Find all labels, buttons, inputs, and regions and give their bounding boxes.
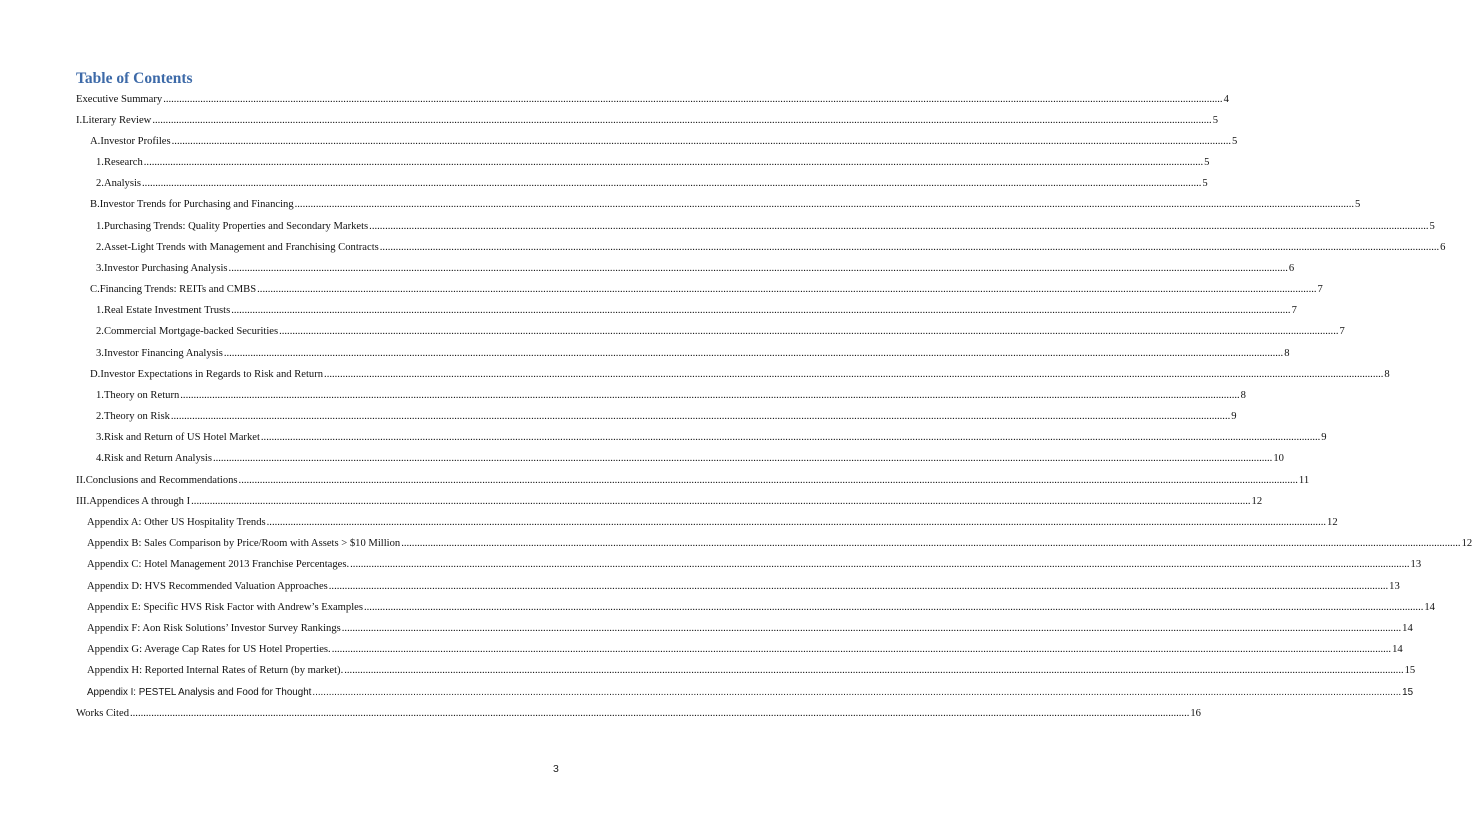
toc-entry-page: 5 [1355, 199, 1361, 210]
toc-dot-leader: ................................................................................................................................................................................................................................................................................................................................................................................................................ [350, 559, 1410, 570]
toc-entry[interactable] [76, 474, 1310, 488]
toc-entry-number: 2. [96, 411, 104, 422]
toc-entry-page: 4 [1223, 94, 1229, 105]
toc-dot-leader: ................................................................................................................................................................................................................................................................................................................................................................................................................ [324, 369, 1384, 380]
toc-entry-label: Risk and Return Analysis [103, 453, 212, 464]
toc-entry[interactable] [96, 410, 1237, 424]
toc-entry-number: A. [90, 136, 101, 147]
toc-entry[interactable] [76, 707, 1201, 721]
toc-entry-label: Executive Summary [76, 94, 163, 105]
toc-entry-label: Analysis [103, 178, 142, 189]
toc-entry-number: 1. [96, 305, 104, 316]
toc-entry-number: 3. [96, 263, 104, 274]
toc-entry-page: 5 [1232, 136, 1238, 147]
toc-entry-page: 5 [1429, 221, 1435, 232]
toc-entry-label: Risk and Return of US Hotel Market [103, 432, 260, 443]
toc-dot-leader: ................................................................................................................................................................................................................................................................................................................................................................................................................ [344, 665, 1404, 676]
toc-entry-page: 14 [1402, 623, 1413, 634]
toc-entry-label: Investor Financing Analysis [103, 348, 223, 359]
toc-entry[interactable] [96, 241, 1446, 255]
toc-entry-page: 14 [1424, 602, 1435, 613]
toc-dot-leader: ................................................................................................................................................................................................................................................................................................................................................................................................................ [238, 475, 1298, 486]
toc-entry-page: 12 [1251, 496, 1263, 507]
toc-entry-number: 2. [96, 178, 104, 189]
toc-entry[interactable] [87, 664, 1416, 678]
toc-dot-leader: ................................................................................................................................................................................................................................................................................................................................................................................................................ [130, 708, 1190, 719]
toc-entry-label: Appendices A through I [89, 496, 191, 507]
toc-entry-page: 5 [1212, 115, 1218, 126]
toc-entry[interactable] [96, 452, 1284, 466]
toc-entry-number: 1. [96, 221, 104, 232]
toc-entry[interactable] [96, 389, 1246, 403]
toc-entry-page: 12 [1327, 517, 1338, 528]
toc-entry-number: 3. [96, 432, 104, 443]
toc-entry-number: D. [90, 369, 101, 380]
toc-entry-page: 8 [1284, 348, 1290, 359]
toc-dot-leader: ................................................................................................................................................................................................................................................................................................................................................................................................................ [257, 284, 1317, 295]
toc-entry-number: 3. [96, 348, 104, 359]
toc-entry-label: Conclusions and Recommendations [85, 475, 238, 486]
toc-entry-label: Theory on Risk [103, 411, 170, 422]
toc-entry[interactable] [87, 580, 1400, 594]
toc-entry-page: 7 [1339, 326, 1345, 337]
toc-entry-number: B. [90, 199, 100, 210]
toc-dot-leader: ................................................................................................................................................................................................................................................................................................................................................................................................................ [163, 94, 1223, 105]
toc-entry-label: Purchasing Trends: Quality Properties and Secondary Markets [103, 221, 369, 232]
toc-entry[interactable] [96, 220, 1435, 234]
toc-entry[interactable] [87, 601, 1435, 615]
toc-entry[interactable] [87, 558, 1422, 572]
toc-entry[interactable] [96, 177, 1208, 191]
toc-entry-page: 6 [1440, 242, 1446, 253]
toc-entry-page: 8 [1384, 369, 1390, 380]
toc-dot-leader: ................................................................................................................................................................................................................................................................................................................................................................................................................ [143, 157, 1204, 168]
toc-entry-page: 11 [1298, 475, 1310, 486]
toc-entry-number: 1. [96, 390, 104, 401]
toc-entry-label: Real Estate Investment Trusts [103, 305, 231, 316]
toc-entry-label: Appendix B: Sales Comparison by Price/Room with Assets > $10 Million [87, 538, 401, 549]
toc-entry-page: 6 [1288, 263, 1295, 274]
toc-entry-label: Appendix G: Average Cap Rates for US Hotel Properties. [87, 644, 331, 655]
toc-entry-page: 5 [1202, 178, 1208, 189]
toc-dot-leader: ................................................................................................................................................................................................................................................................................................................................................................................................................ [401, 538, 1461, 549]
toc-entry[interactable] [96, 262, 1295, 276]
toc-entry-page: 12 [1461, 538, 1472, 549]
toc-dot-leader: ................................................................................................................................................................................................................................................................................................................................................................................................................ [279, 326, 1339, 337]
toc-entry[interactable] [90, 283, 1323, 297]
toc-dot-leader: ................................................................................................................................................................................................................................................................................................................................................................................................................ [223, 348, 1284, 359]
toc-dot-leader: ................................................................................................................................................................................................................................................................................................................................................................................................................ [180, 390, 1240, 401]
toc-dot-leader: ................................................................................................................................................................................................................................................................................................................................................................................................................ [231, 305, 1291, 316]
toc-entry-label: Investor Trends for Purchasing and Financing [99, 199, 294, 210]
page-number: 3 [553, 763, 559, 775]
toc-entry-label: Financing Trends: REITs and CMBS [99, 284, 257, 295]
toc-dot-leader: ................................................................................................................................................................................................................................................................................................................................................................................................................ [341, 623, 1402, 634]
toc-dot-leader: ................................................................................................................................................................................................................................................................................................................................................................................................................ [312, 687, 1402, 698]
toc-entry-number: C. [90, 284, 100, 295]
toc-dot-leader: ................................................................................................................................................................................................................................................................................................................................................................................................................ [228, 263, 1288, 274]
toc-entry-number: 1. [96, 157, 104, 168]
toc-dot-leader: ................................................................................................................................................................................................................................................................................................................................................................................................................ [364, 602, 1424, 613]
toc-entry-page: 14 [1392, 644, 1403, 655]
toc-entry-page: 10 [1273, 453, 1284, 464]
toc-dot-leader: ................................................................................................................................................................................................................................................................................................................................................................................................................ [152, 115, 1212, 126]
toc-entry-page: 15 [1404, 665, 1416, 676]
toc-entry-label: Literary Review [82, 115, 152, 126]
toc-entry-label: Investor Purchasing Analysis [103, 263, 228, 274]
toc-entry[interactable] [96, 304, 1297, 318]
toc-entry-label: Investor Profiles [100, 136, 171, 147]
toc-entry[interactable] [87, 516, 1338, 530]
toc-dot-leader: ................................................................................................................................................................................................................................................................................................................................................................................................................ [171, 136, 1232, 147]
toc-dot-leader: ................................................................................................................................................................................................................................................................................................................................................................................................................ [191, 496, 1251, 507]
toc-entry-page: 8 [1240, 390, 1246, 401]
toc-entry-number: 2. [96, 326, 104, 337]
toc-entry[interactable] [96, 347, 1290, 361]
toc-entry-label: Theory on Return [103, 390, 180, 401]
toc-entry[interactable] [90, 198, 1361, 212]
toc-dot-leader: ................................................................................................................................................................................................................................................................................................................................................................................................................ [266, 517, 1327, 528]
toc-entry-page: 7 [1317, 284, 1323, 295]
toc-entry-label: Works Cited [76, 708, 129, 719]
toc-entry-page: 15 [1402, 687, 1414, 698]
toc-entry-page: 16 [1190, 708, 1201, 719]
toc-entry-number: II. [76, 475, 86, 486]
toc-entry-page: 13 [1389, 581, 1400, 592]
toc-entry-page: 9 [1231, 411, 1237, 422]
toc-entry-label: Commercial Mortgage-backed Securities [103, 326, 279, 337]
toc-entry-label: Appendix E: Specific HVS Risk Factor with Andrew’s Examples [87, 602, 363, 613]
toc-dot-leader: ................................................................................................................................................................................................................................................................................................................................................................................................................ [260, 432, 1321, 443]
toc-entry-page: 7 [1291, 305, 1297, 316]
toc-entry[interactable] [87, 686, 1414, 700]
toc-entry[interactable] [87, 643, 1403, 657]
toc-entry-number: 4. [96, 453, 104, 464]
toc-dot-leader: ................................................................................................................................................................................................................................................................................................................................................................................................................ [328, 581, 1389, 592]
toc-dot-leader: ................................................................................................................................................................................................................................................................................................................................................................................................................ [331, 644, 1392, 655]
toc-entry-label: Appendix A: Other US Hospitality Trends [87, 517, 266, 528]
toc-entry[interactable] [90, 368, 1390, 382]
toc-dot-leader: ................................................................................................................................................................................................................................................................................................................................................................................................................ [170, 411, 1231, 422]
toc-entry[interactable] [76, 93, 1229, 107]
toc-entry[interactable] [76, 495, 1263, 509]
toc-entry-label: Asset-Light Trends with Management and Franchising Contracts [103, 242, 379, 253]
toc-entry[interactable] [87, 622, 1413, 636]
toc-entry[interactable] [76, 114, 1218, 128]
toc-entry-label: Appendix H: Reported Internal Rates of Return (by market). [87, 665, 344, 676]
toc-entry-label: Investor Expectations in Regards to Risk and Return [100, 369, 324, 380]
toc-entry[interactable] [96, 156, 1210, 170]
toc-entry-number: 2. [96, 242, 104, 253]
toc-entry-number: III. [76, 496, 90, 507]
toc-dot-leader: ................................................................................................................................................................................................................................................................................................................................................................................................................ [294, 199, 1354, 210]
toc-title: Table of Contents [76, 70, 193, 87]
toc-entry-page: 13 [1410, 559, 1422, 570]
toc-entry[interactable] [87, 537, 1472, 551]
toc-entry-label: Research [103, 157, 143, 168]
toc-entry-label: Appendix I: PESTEL Analysis and Food for Thought [87, 687, 312, 698]
toc-dot-leader: ................................................................................................................................................................................................................................................................................................................................................................................................................ [369, 221, 1429, 232]
toc-dot-leader: ................................................................................................................................................................................................................................................................................................................................................................................................................ [379, 242, 1440, 253]
toc-dot-leader: ................................................................................................................................................................................................................................................................................................................................................................................................................ [142, 178, 1202, 189]
toc-dot-leader: ................................................................................................................................................................................................................................................................................................................................................................................................................ [212, 453, 1273, 464]
toc-entry[interactable] [96, 431, 1327, 445]
toc-entry-label: Appendix F: Aon Risk Solutions’ Investor Survey Rankings [87, 623, 341, 634]
toc-entry-number: I. [76, 115, 83, 126]
toc-entry-label: Appendix C: Hotel Management 2013 Franchise Percentages. [87, 559, 350, 570]
toc-entry-page: 5 [1204, 157, 1210, 168]
toc-entry-label: Appendix D: HVS Recommended Valuation Approaches [87, 581, 328, 592]
toc-entry[interactable] [90, 135, 1238, 149]
toc-entry[interactable] [96, 325, 1345, 339]
toc-entry-page: 9 [1321, 432, 1327, 443]
